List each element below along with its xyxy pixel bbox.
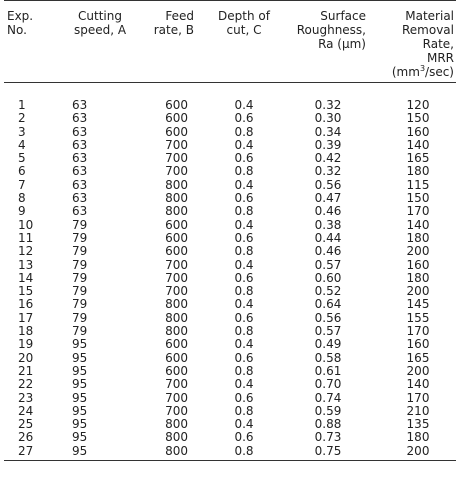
header-material-removal-rate: Material Removal Rate, MRR $(mm^3/\sec)$ bbox=[370, 1, 456, 83]
cell-feed-rate: 800 bbox=[165, 177, 188, 192]
cell-exp-no: 5 bbox=[18, 151, 26, 166]
cell-surface-roughness: 0.46 bbox=[314, 204, 342, 219]
cell-exp-no: 7 bbox=[18, 177, 26, 192]
table-row bbox=[4, 325, 456, 338]
cell-mrr: 200 bbox=[370, 445, 456, 461]
cell-surface-roughness: 0.74 bbox=[314, 390, 342, 405]
cell-depth-of-cut: 0.4 bbox=[234, 377, 254, 392]
table-row bbox=[4, 445, 456, 461]
cell-depth-of-cut: 0.8 bbox=[234, 124, 254, 139]
table-row bbox=[4, 285, 456, 298]
cell-cutting-speed: 95 bbox=[72, 417, 88, 432]
cell-mrr: 210 bbox=[406, 403, 430, 418]
cell-mrr: 120 bbox=[406, 98, 430, 112]
table-row bbox=[4, 192, 456, 205]
cell-exp-no: 20 bbox=[18, 350, 34, 365]
cell-exp-no: 22 bbox=[18, 377, 34, 392]
cell-exp-no: 21 bbox=[18, 363, 34, 378]
table-row bbox=[4, 205, 456, 218]
cell-cutting-speed: 63 bbox=[72, 191, 88, 206]
table-row bbox=[4, 112, 456, 125]
cell-cutting-speed: 79 bbox=[72, 244, 88, 259]
cell-surface-roughness: 0.49 bbox=[314, 337, 342, 352]
cell-exp-no: 18 bbox=[18, 324, 34, 339]
table-spacer bbox=[4, 83, 456, 100]
cell-cutting-speed: 95 bbox=[72, 430, 88, 445]
cell-depth-of-cut: 0.8 bbox=[234, 204, 254, 219]
cell-cutting-speed: 95 bbox=[60, 445, 140, 461]
cell-depth-of-cut: 0.6 bbox=[234, 191, 254, 206]
cell-exp-no: 16 bbox=[18, 297, 34, 312]
cell-cutting-speed: 95 bbox=[72, 363, 88, 378]
cell-mrr: 170 bbox=[406, 324, 430, 339]
cell-exp-no: 12 bbox=[18, 244, 34, 259]
cell-feed-rate: 600 bbox=[165, 217, 188, 232]
table-row bbox=[4, 126, 456, 139]
cell-mrr: 135 bbox=[406, 417, 430, 432]
table-row bbox=[4, 298, 456, 311]
cell-feed-rate: 800 bbox=[165, 191, 188, 206]
cell-surface-roughness: 0.30 bbox=[314, 111, 342, 126]
cell-feed-rate: 700 bbox=[165, 403, 188, 418]
cell-depth-of-cut: 0.4 bbox=[234, 137, 254, 152]
table-row bbox=[4, 272, 456, 285]
cell-cutting-speed: 63 bbox=[72, 98, 88, 112]
cell-exp-no: 17 bbox=[18, 310, 34, 325]
cell-feed-rate: 700 bbox=[165, 377, 188, 392]
cell-cutting-speed: 79 bbox=[72, 297, 88, 312]
cell-mrr: 140 bbox=[406, 137, 430, 152]
table-row bbox=[4, 392, 456, 405]
cell-mrr: 155 bbox=[406, 310, 430, 325]
table-row bbox=[4, 152, 456, 165]
cell-exp-no: 19 bbox=[18, 337, 34, 352]
cell-depth-of-cut: 0.6 bbox=[234, 151, 254, 166]
cell-mrr: 160 bbox=[406, 257, 430, 272]
cell-cutting-speed: 95 bbox=[72, 403, 88, 418]
cell-surface-roughness: 0.38 bbox=[314, 217, 342, 232]
cell-mrr: 180 bbox=[406, 270, 430, 285]
cell-depth-of-cut: 0.6 bbox=[234, 350, 254, 365]
cell-cutting-speed: 79 bbox=[72, 257, 88, 272]
cell-depth-of-cut: 0.4 bbox=[234, 417, 254, 432]
cell-exp-no: 4 bbox=[18, 137, 26, 152]
table-row bbox=[4, 405, 456, 418]
cell-surface-roughness: 0.47 bbox=[314, 191, 342, 206]
cell-depth-of-cut: 0.4 bbox=[234, 297, 254, 312]
cell-exp-no: 27 bbox=[4, 445, 60, 461]
cell-surface-roughness: 0.46 bbox=[314, 244, 342, 259]
cell-feed-rate: 600 bbox=[165, 124, 188, 139]
cell-surface-roughness: 0.59 bbox=[314, 403, 342, 418]
cell-depth-of-cut: 0.8 bbox=[234, 284, 254, 299]
cell-surface-roughness: 0.61 bbox=[314, 363, 342, 378]
cell-cutting-speed: 95 bbox=[72, 337, 88, 352]
cell-depth-of-cut: 0.4 bbox=[234, 98, 254, 112]
cell-surface-roughness: 0.73 bbox=[314, 430, 342, 445]
cell-depth-of-cut: 0.6 bbox=[234, 270, 254, 285]
cell-feed-rate: 800 bbox=[165, 310, 188, 325]
table-row bbox=[4, 378, 456, 391]
table-row bbox=[4, 312, 456, 325]
cell-feed-rate: 700 bbox=[165, 137, 188, 152]
table-row bbox=[4, 352, 456, 365]
cell-cutting-speed: 95 bbox=[72, 350, 88, 365]
cell-mrr: 200 bbox=[406, 363, 430, 378]
cell-depth-of-cut: 0.8 bbox=[234, 403, 254, 418]
cell-mrr: 200 bbox=[406, 244, 430, 259]
table-row bbox=[4, 365, 456, 378]
cell-mrr: 160 bbox=[406, 337, 430, 352]
cell-depth-of-cut: 0.8 bbox=[234, 324, 254, 339]
cell-feed-rate: 600 bbox=[165, 350, 188, 365]
cell-feed-rate: 800 bbox=[165, 204, 188, 219]
cell-exp-no: 26 bbox=[18, 430, 34, 445]
cell-surface-roughness: 0.64 bbox=[314, 297, 342, 312]
cell-feed-rate: 700 bbox=[165, 151, 188, 166]
cell-mrr: 180 bbox=[406, 164, 430, 179]
cell-depth-of-cut: 0.6 bbox=[234, 310, 254, 325]
cell-depth-of-cut: 0.8 bbox=[234, 363, 254, 378]
table-row bbox=[4, 245, 456, 258]
cell-surface-roughness: 0.42 bbox=[314, 151, 342, 166]
table-row bbox=[4, 418, 456, 431]
cell-cutting-speed: 79 bbox=[72, 284, 88, 299]
table-row bbox=[4, 165, 456, 178]
cell-feed-rate: 700 bbox=[165, 164, 188, 179]
cell-cutting-speed: 79 bbox=[72, 310, 88, 325]
cell-mrr: 165 bbox=[406, 350, 430, 365]
cell-cutting-speed: 63 bbox=[72, 111, 88, 126]
cell-surface-roughness: 0.57 bbox=[314, 257, 342, 272]
cell-mrr: 150 bbox=[406, 111, 430, 126]
cell-surface-roughness: 0.34 bbox=[314, 124, 342, 139]
header-cutting-speed: Cutting speed, A bbox=[60, 1, 140, 83]
cell-mrr: 150 bbox=[406, 191, 430, 206]
cell-mrr: 115 bbox=[406, 177, 430, 192]
cell-feed-rate: 800 bbox=[165, 430, 188, 445]
cell-exp-no: 13 bbox=[18, 257, 34, 272]
cell-depth-of-cut: 0.6 bbox=[234, 111, 254, 126]
cell-exp-no: 3 bbox=[18, 124, 26, 139]
cell-exp-no: 23 bbox=[18, 390, 34, 405]
cell-feed-rate: 700 bbox=[165, 257, 188, 272]
table-row bbox=[4, 179, 456, 192]
table-row bbox=[4, 139, 456, 152]
experiment-table bbox=[4, 0, 456, 461]
cell-feed-rate: 600 bbox=[165, 244, 188, 259]
cell-depth-of-cut: 0.6 bbox=[234, 430, 254, 445]
cell-surface-roughness: 0.70 bbox=[314, 377, 342, 392]
cell-surface-roughness: 0.60 bbox=[314, 270, 342, 285]
cell-surface-roughness: 0.75 bbox=[286, 445, 370, 461]
header-row bbox=[4, 1, 456, 83]
cell-exp-no: 24 bbox=[18, 403, 34, 418]
cell-mrr: 165 bbox=[406, 151, 430, 166]
cell-cutting-speed: 63 bbox=[72, 204, 88, 219]
table-row bbox=[4, 232, 456, 245]
cell-feed-rate: 800 bbox=[140, 445, 202, 461]
table-row bbox=[4, 99, 456, 112]
cell-feed-rate: 700 bbox=[165, 390, 188, 405]
cell-feed-rate: 600 bbox=[165, 363, 188, 378]
cell-mrr: 200 bbox=[406, 284, 430, 299]
cell-cutting-speed: 95 bbox=[72, 390, 88, 405]
cell-exp-no: 14 bbox=[18, 270, 34, 285]
cell-surface-roughness: 0.39 bbox=[314, 137, 342, 152]
cell-depth-of-cut: 0.6 bbox=[234, 230, 254, 245]
cell-cutting-speed: 63 bbox=[72, 137, 88, 152]
cell-exp-no: 11 bbox=[18, 230, 34, 245]
cell-feed-rate: 800 bbox=[165, 324, 188, 339]
cell-depth-of-cut: 0.4 bbox=[234, 217, 254, 232]
cell-feed-rate: 700 bbox=[165, 270, 188, 285]
cell-exp-no: 2 bbox=[18, 111, 26, 126]
cell-depth-of-cut: 0.4 bbox=[234, 337, 254, 352]
table-body bbox=[4, 83, 456, 461]
header-surface-roughness: Surface Roughness, Ra (μm) bbox=[286, 1, 370, 83]
table-row bbox=[4, 259, 456, 272]
cell-mrr: 180 bbox=[406, 230, 430, 245]
cell-feed-rate: 600 bbox=[165, 111, 188, 126]
cell-cutting-speed: 63 bbox=[72, 177, 88, 192]
cell-feed-rate: 700 bbox=[165, 284, 188, 299]
cell-surface-roughness: 0.58 bbox=[314, 350, 342, 365]
cell-surface-roughness: 0.32 bbox=[314, 164, 342, 179]
cell-mrr: 140 bbox=[406, 217, 430, 232]
header-exp-no: Exp. No. bbox=[4, 1, 60, 83]
cell-surface-roughness: 0.44 bbox=[314, 230, 342, 245]
table-row bbox=[4, 338, 456, 351]
cell-exp-no: 15 bbox=[18, 284, 34, 299]
cell-mrr: 170 bbox=[406, 390, 430, 405]
table-row bbox=[4, 431, 456, 444]
cell-depth-of-cut: 0.8 bbox=[234, 244, 254, 259]
cell-exp-no: 10 bbox=[18, 217, 34, 232]
cell-exp-no: 9 bbox=[18, 204, 26, 219]
cell-surface-roughness: 0.56 bbox=[314, 310, 342, 325]
cell-cutting-speed: 63 bbox=[72, 151, 88, 166]
cell-mrr: 140 bbox=[406, 377, 430, 392]
cell-cutting-speed: 79 bbox=[72, 324, 88, 339]
cell-mrr: 160 bbox=[406, 124, 430, 139]
cell-exp-no: 8 bbox=[18, 191, 26, 206]
cell-depth-of-cut: 0.8 bbox=[202, 445, 286, 461]
cell-exp-no: 1 bbox=[18, 98, 26, 112]
header-feed-rate: Feed rate, B bbox=[140, 1, 202, 83]
table-row bbox=[4, 219, 456, 232]
cell-cutting-speed: 79 bbox=[72, 230, 88, 245]
cell-surface-roughness: 0.56 bbox=[314, 177, 342, 192]
cell-surface-roughness: 0.57 bbox=[314, 324, 342, 339]
cell-surface-roughness: 0.52 bbox=[314, 284, 342, 299]
cell-surface-roughness: 0.32 bbox=[314, 98, 342, 112]
cell-depth-of-cut: 0.4 bbox=[234, 177, 254, 192]
cell-exp-no: 6 bbox=[18, 164, 26, 179]
cell-surface-roughness: 0.88 bbox=[314, 417, 342, 432]
cell-exp-no: 25 bbox=[18, 417, 34, 432]
cell-depth-of-cut: 0.8 bbox=[234, 164, 254, 179]
cell-mrr: 145 bbox=[406, 297, 430, 312]
cell-cutting-speed: 63 bbox=[72, 164, 88, 179]
header-depth-of-cut: Depth of cut, C bbox=[202, 1, 286, 83]
cell-depth-of-cut: 0.6 bbox=[234, 390, 254, 405]
cell-feed-rate: 600 bbox=[165, 230, 188, 245]
cell-depth-of-cut: 0.4 bbox=[234, 257, 254, 272]
cell-feed-rate: 800 bbox=[165, 417, 188, 432]
cell-cutting-speed: 79 bbox=[72, 270, 88, 285]
cell-cutting-speed: 95 bbox=[72, 377, 88, 392]
cell-mrr: 180 bbox=[406, 430, 430, 445]
cell-feed-rate: 600 bbox=[165, 98, 188, 112]
cell-mrr: 170 bbox=[406, 204, 430, 219]
cell-cutting-speed: 79 bbox=[72, 217, 88, 232]
cell-feed-rate: 600 bbox=[165, 337, 188, 352]
cell-feed-rate: 800 bbox=[165, 297, 188, 312]
cell-cutting-speed: 63 bbox=[72, 124, 88, 139]
